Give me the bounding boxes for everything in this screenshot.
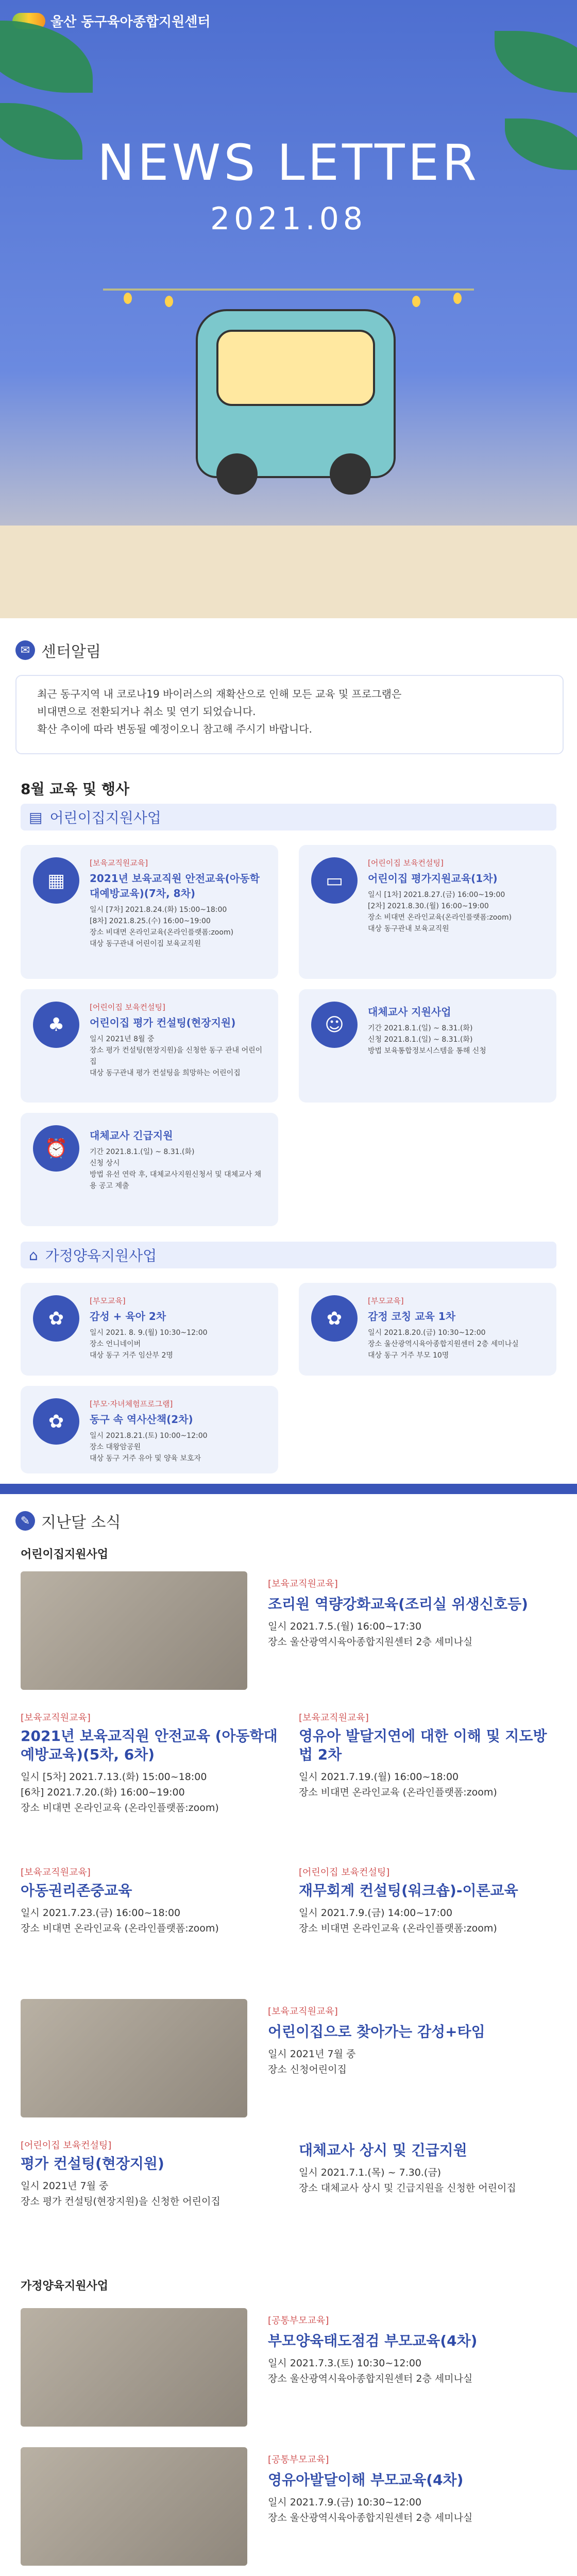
sand-ground — [0, 526, 577, 618]
past-daycare-label: 어린이집지원사업 — [21, 1548, 109, 1561]
news-item[interactable]: [공통부모교육] 영유아발달이해 부모교육(4차) 일시 2021.7.9.(금) 10:30~12:00 장소 울산광역시육아종합지원센터 2층 세미나실 — [21, 2447, 556, 2566]
news-item[interactable]: [보육교직원교육] 조리원 역량강화교육(조리실 위생신호등) 일시 2021.7.5.(월) 16:00~17:30 장소 울산광역시육아종합지원센터 2층 세미나실 — [21, 1571, 556, 1690]
family-support-bar: ⌂ 가정양육지원사업 — [21, 1242, 556, 1268]
monitor-icon: ▭ — [311, 857, 358, 904]
light-bulb-icon — [453, 293, 462, 304]
newsletter-date: 2021.08 — [210, 201, 367, 237]
event-card[interactable]: ⏰ 대체교사 긴급지원 기간 2021.8.1.(일) ~ 8.31.(화) 신청 상시 방법 유선 연락 후, 대체교사지원신청서 및 대체교사 채용 공고 제출 — [21, 1113, 278, 1226]
august-section — [0, 618, 577, 1484]
past-heading: ✎ 지난달 소식 — [15, 1510, 121, 1532]
event-card[interactable]: ▦ [보육교직원교육] 2021년 보육교직원 안전교육(아동학대예방교육)(7차, 8차) 일시 [7차] 2021.8.24.(화) 15:00~18:00 [8차] 2021.8.25.(수) 16:00~19:00 장소 비대면 온라인교육(온라인플랫폼:zoom) 대상 동구관내 어린이집 보육교직원 — [21, 845, 278, 979]
palm-leaf-icon — [495, 31, 577, 93]
light-bulb-icon — [124, 293, 132, 304]
person-icon: ☺ — [311, 1002, 358, 1048]
news-item[interactable]: [보육교직원교육] 어린이집으로 찾아가는 감성+타임 일시 2021년 7월 중 장소 신청어린이집 — [21, 1999, 556, 2117]
wheel-icon — [216, 453, 258, 495]
event-card[interactable]: ✿ [부모교육] 감성 + 육아 2차 일시 2021. 8. 9.(월) 10:30~12:00 장소 언니네이버 대상 동구 거주 임산부 2명 — [21, 1283, 278, 1376]
notice-line: 최근 동구지역 내 코로나19 바이러스의 재확산으로 인해 모든 교육 및 프로그램은 — [37, 688, 402, 700]
past-family-label: 가정양육지원사업 — [21, 2280, 109, 2293]
event-card[interactable]: ▭ [어린이집 보육컨설팅] 어린이집 평가지원교육(1차) 일시 [1차] 2021.8.27.(금) 16:00~19:00 [2차] 2021.8.30.(월) 16:00~19:00 장소 비대면 온라인교육(온라인플랫폼:zoom) 대상 동구관내 보육교직원 — [299, 845, 556, 979]
hero-banner — [0, 0, 577, 618]
notice-line: 확산 추이에 따라 변동될 예정이오니 참고해 주시기 바랍니다. — [37, 723, 312, 735]
event-card[interactable]: ✿ [부모교육] 감정 코칭 교육 1차 일시 2021.8.20.(금) 10:30~12:00 장소 울산광역시육아종합지원센터 2층 세미나실 대상 동구 거주 부모 10명 — [299, 1283, 556, 1376]
news-item[interactable]: [보육교직원교육] 아동권리존중교육 일시 2021.7.23.(금) 16:00~18:00 장소 비대면 온라인교육 (온라인플랫폼:zoom) — [21, 1867, 219, 1934]
event-card[interactable]: ☺ 대체교사 지원사업 기간 2021.8.1.(일) ~ 8.31.(화) 신청 2021.8.1.(일) ~ 8.31.(화) 방법 보육통합정보시스템을 통해 신청 — [299, 989, 556, 1103]
alarm-icon: ⏰ — [33, 1125, 79, 1172]
logo-text: 울산 동구육아종합지원센터 — [50, 14, 211, 30]
sprout-icon: ♣ — [33, 1002, 79, 1048]
notice-heading: ✉ 센터알림 — [15, 639, 101, 662]
daycare-support-bar: ▤ 어린이집지원사업 — [21, 804, 556, 831]
string-lights — [103, 289, 474, 291]
newsletter-title: NEWS LETTER — [97, 134, 480, 192]
event-photo — [21, 2447, 247, 2566]
news-item[interactable]: 대체교사 상시 및 긴급지원 일시 2021.7.1.(목) ~ 7.30.(금) 장소 대체교사 상시 및 긴급지원을 신청한 어린이집 — [299, 2142, 516, 2194]
flower-icon: ✿ — [33, 1295, 79, 1342]
wheel-icon — [330, 453, 371, 495]
light-bulb-icon — [165, 296, 173, 307]
event-card[interactable]: ♣ [어린이집 보육컨설팅] 어린이집 평가 컨설팅(현장지원) 일시 2021년 8월 중 장소 평가 컨설팅(현장지원)을 신청한 동구 관내 어린이집 대상 동구관내 평가 컨설팅을 희망하는 어린이집 — [21, 989, 278, 1103]
past-news-section — [0, 1494, 577, 2576]
megaphone-icon: ✉ — [15, 640, 35, 660]
news-item[interactable]: [보육교직원교육] 2021년 보육교직원 안전교육 (아동학대예방교육)(5차, 6차) 일시 [5차] 2021.7.13.(화) 15:00~18:00 [6차] 2021.7.20.(화) 16:00~19:00 장소 비대면 온라인교육 (온라인플랫폼:zoom) — [21, 1713, 278, 1814]
notice-box — [15, 675, 564, 754]
news-item[interactable]: [어린이집 보육컨설팅] 재무회계 컨설팅(워크숍)-이론교육 일시 2021.7.9.(금) 14:00~17:00 장소 비대면 온라인교육 (온라인플랫폼:zoom) — [299, 1867, 518, 1934]
event-photo — [21, 1571, 247, 1690]
notice-line: 비대면으로 전환되거나 취소 및 연기 되었습니다. — [37, 705, 256, 718]
chat-icon: ✎ — [15, 1511, 35, 1531]
palm-leaf-icon — [0, 21, 93, 93]
light-bulb-icon — [412, 296, 420, 307]
car-window-family — [216, 330, 375, 406]
book-icon: ▦ — [33, 857, 79, 904]
flower-icon: ✿ — [33, 1398, 79, 1445]
event-photo — [21, 1999, 247, 2117]
august-heading: 8월 교육 및 행사 — [21, 781, 130, 798]
news-item[interactable]: [어린이집 보육컨설팅] 평가 컨설팅(현장지원) 일시 2021년 7월 중 장소 평가 컨설팅(현장지원)을 신청한 어린이집 — [21, 2140, 220, 2207]
building-icon: ▤ — [29, 808, 43, 826]
news-item[interactable]: [공통부모교육] 부모양육태도점검 부모교육(4차) 일시 2021.7.3.(토) 10:30~12:00 장소 울산광역시육아종합지원센터 2층 세미나실 — [21, 2308, 556, 2427]
event-card[interactable]: ✿ [부모·자녀체험프로그램] 동구 속 역사산책(2차) 일시 2021.8.21.(토) 10:00~12:00 장소 대왕암공원 대상 동구 거주 유아 및 양육 보호자 — [21, 1386, 278, 1473]
flower-icon: ✿ — [311, 1295, 358, 1342]
house-icon: ⌂ — [29, 1246, 38, 1264]
event-photo — [21, 2308, 247, 2427]
news-item[interactable]: [보육교직원교육] 영유아 발달지연에 대한 이해 및 지도방법 2차 일시 2021.7.19.(월) 16:00~18:00 장소 비대면 온라인교육 (온라인플랫폼:zoom) — [299, 1713, 547, 1798]
